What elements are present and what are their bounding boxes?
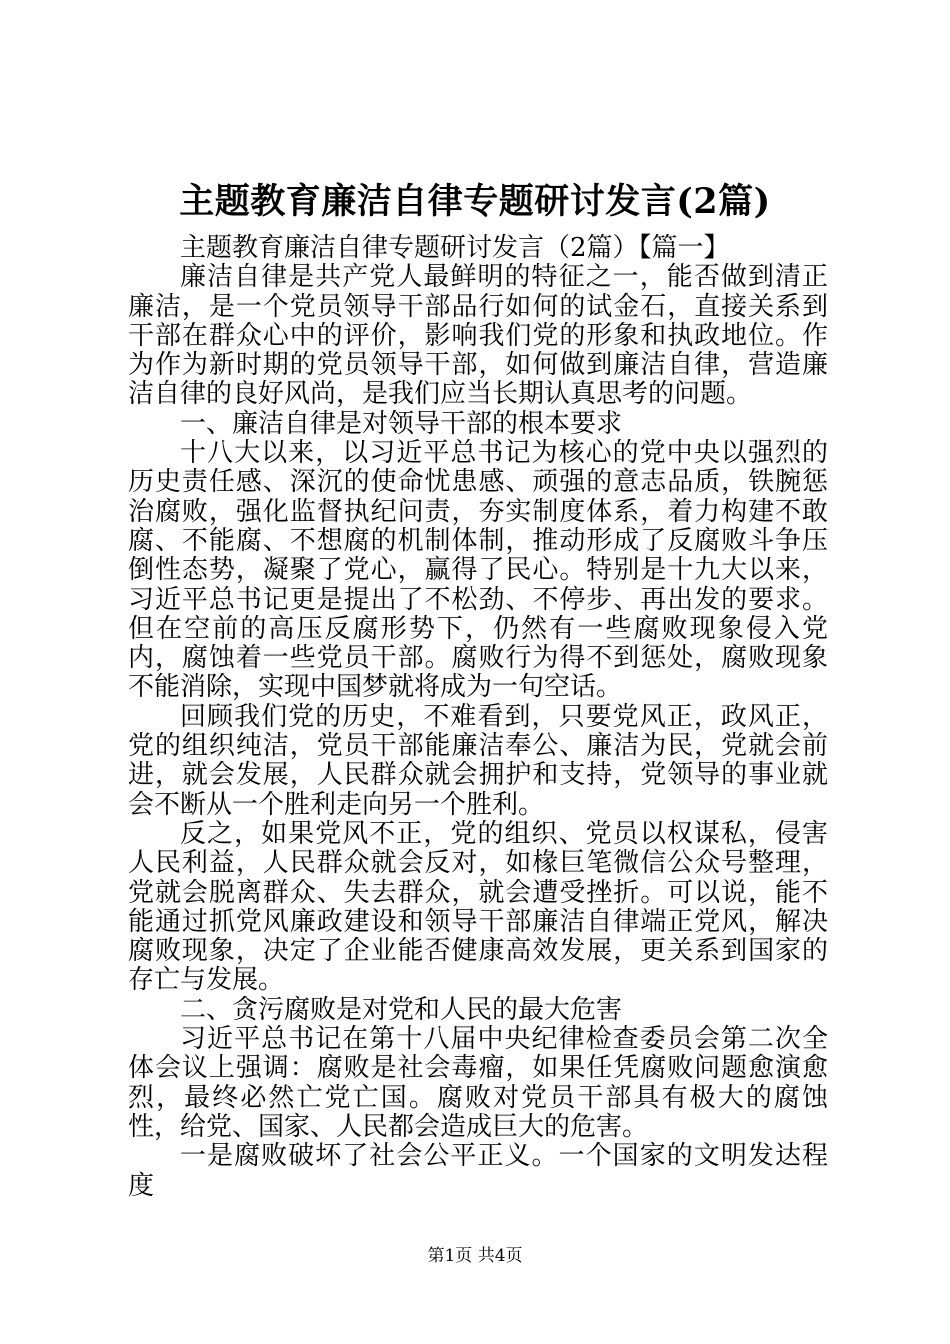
section-heading-1: 一、廉洁自律是对领导干部的根本要求 — [180, 408, 623, 439]
page-number-footer: 第1页 共4页 — [427, 1246, 523, 1266]
paragraph: 习近平总书记在第十八届中央纪律检查委员会第二次全体会议上强调：腐败是社会毒瘤，如果任凭腐败问题愈演愈烈，最终必然亡党亡国。腐败对党员干部具有极大的腐蚀性，给党、国家、人民都会造成巨大的危害。 — [128, 1024, 828, 1142]
paragraph: 回顾我们党的历史，不难看到，只要党风正，政风正，党的组织纯洁，党员干部能廉洁奉公、廉洁为民，党就会前进，就会发展，人民群众就会拥护和支持，党领导的事业就会不断从一个胜利走向另一个胜利。 — [128, 701, 828, 820]
document-body — [128, 234, 828, 1201]
document-title: 主题教育廉洁自律专题研讨发言(2篇) — [179, 181, 771, 222]
paragraph: 廉洁自律是共产党人最鲜明的特征之一，能否做到清正廉洁，是一个党员领导干部品行如何的试金石，直接关系到干部在群众心中的评价，影响我们党的形象和执政地位。作为作为新时期的党员领导干部，如何做到廉洁自律，营造廉洁自律的良好风尚，是我们应当长期认真思考的问题。 — [128, 262, 828, 410]
paragraph: 反之，如果党风不正，党的组织、党员以权谋私，侵害人民利益，人民群众就会反对，如椽巨笔微信公众号整理，党就会脱离群众、失去群众，就会遭受挫折。可以说，能不能通过抓党风廉政建设和领导干部廉洁自律端正党风，解决腐败现象，决定了企业能否健康高效发展，更关系到国家的存亡与发展。 — [128, 818, 828, 996]
paragraph: 十八大以来，以习近平总书记为核心的党中央以强烈的历史责任感、深沉的使命忧患感、顽强的意志品质，铁腕惩治腐败，强化监督执纪问责，夯实制度体系，着力构建不敢腐、不能腐、不想腐的机制体制，推动形成了反腐败斗争压倒性态势，凝聚了党心，赢得了民心。特别是十九大以来，习近平总书记更是提出了不松劲、不停步、再出发的要求。但在空前的高压反腐形势下，仍然有一些腐败现象侵入党内，腐蚀着一些党员干部。腐败行为得不到惩处，腐败现象不能消除，实现中国梦就将成为一句空话。 — [128, 438, 828, 703]
paragraph-heading-line: 主题教育廉洁自律专题研讨发言（2篇）【篇一】 — [180, 233, 730, 263]
paragraph: 一是腐败破坏了社会公平正义。一个国家的文明发达程度 — [128, 1141, 828, 1201]
section-heading-2: 二、贪污腐败是对党和人民的最大危害 — [180, 994, 623, 1025]
